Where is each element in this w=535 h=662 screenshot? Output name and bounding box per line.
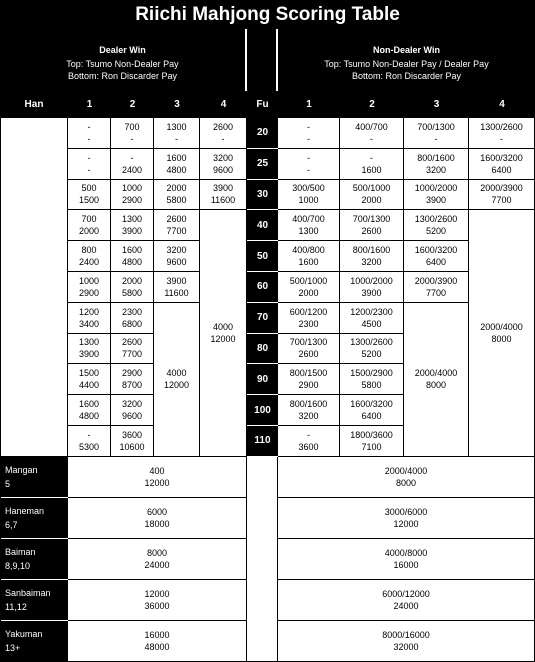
fu-value-30: 30 (247, 180, 278, 211)
dealer-col2-row-11-bottom: 10600 (119, 441, 145, 452)
nondealer-col3-row-6-bottom: 7700 (425, 287, 447, 298)
nondealer-col3-row-2-bottom: 3200 (425, 164, 447, 175)
nondealer-col1-row-4-bottom: 1300 (298, 226, 319, 237)
dealer-col1-row-4 (68, 210, 111, 241)
nondealer-col3-limit-merged (404, 303, 469, 457)
nondealer-col1-row-7-top: 600/1200 (289, 306, 328, 317)
nondealer-col1-row-6-bottom: 2000 (298, 287, 319, 298)
dealer-col1-row-5-bottom: 2400 (78, 257, 100, 268)
nondealer-col1-row-11 (278, 426, 340, 457)
dealer-col3-limit-merged (154, 303, 200, 457)
dealer-col2-row-11-top: 3600 (121, 429, 143, 440)
limit-nondealer-baiman (278, 539, 535, 580)
nondealer-col2-row-3-bottom: 2000 (361, 195, 382, 206)
dealer-col2-row-5 (111, 241, 154, 272)
nondealer-win-title: Non-Dealer Win (373, 45, 440, 55)
dealer-col2-row-8 (111, 334, 154, 365)
fu-value-90: 90 (247, 364, 278, 395)
dealer-col1-row-10-top: 1600 (78, 399, 100, 410)
dealer-col2-row-7 (111, 303, 154, 334)
nondealer-col2-row-2-bottom: 1600 (361, 164, 382, 175)
limit-dealer-yakuman (68, 621, 247, 662)
dealer-col3-row-6 (154, 272, 200, 303)
dealer-col1-row-7 (68, 303, 111, 334)
dealer-col2-row-4-bottom: 3900 (121, 226, 143, 237)
nondealer-col4-row-1-top: 1300/2600 (480, 121, 523, 132)
limit-han: 8,9,10 (5, 560, 31, 571)
dealer-col4-row-1-bottom: - (221, 133, 225, 144)
nondealer-col4-row-3-top: 2000/3900 (480, 183, 523, 194)
dealer-col1-row-7-top: 1200 (78, 306, 100, 317)
limit-dealer-baiman (68, 539, 247, 580)
limit-label-yakuman (0, 621, 68, 662)
nondealer-col2-row-7-top: 1200/2300 (350, 306, 393, 317)
nondealer-col2-row-11-bottom: 7100 (361, 441, 382, 452)
dealer-col2-row-11 (111, 426, 154, 457)
nondealer-col1-row-11-top: - (307, 429, 310, 440)
nondealer-col2-row-5-bottom: 3200 (361, 257, 382, 268)
limit-dealer-yakuman-bottom: 48000 (144, 641, 170, 652)
nondealer-col1-row-9 (278, 364, 340, 395)
col-header-nondealer-4: 4 (469, 91, 535, 118)
nondealer-col3-row-3 (404, 180, 469, 211)
nondealer-col4-row-1 (469, 118, 535, 149)
nondealer-col1-row-6 (278, 272, 340, 303)
dealer-col2-row-10-top: 3200 (121, 399, 143, 410)
nondealer-col1-row-11-bottom: 3600 (298, 441, 319, 452)
limit-dealer-baiman-top: 8000 (146, 547, 168, 558)
dealer-col2-row-4-top: 1300 (121, 214, 143, 225)
nondealer-col2-row-10-bottom: 6400 (361, 411, 382, 422)
nondealer-col4-row-3-bottom: 7700 (491, 195, 512, 206)
fu-value-50: 50 (247, 241, 278, 272)
nondealer-col1-row-8-bottom: 2600 (298, 349, 319, 360)
limit-nondealer-yakuman (278, 621, 535, 662)
nondealer-col2-row-2 (340, 149, 404, 180)
limit-han: 6,7 (5, 519, 18, 530)
nondealer-col1-row-3-bottom: 1000 (298, 195, 319, 206)
dealer-col2-row-7-bottom: 6800 (121, 318, 143, 329)
dealer-col2-row-8-bottom: 7700 (121, 349, 143, 360)
nondealer-col2-row-4 (340, 210, 404, 241)
dealer-col2-row-2 (111, 149, 154, 180)
nondealer-col4-limit-merged (469, 210, 535, 456)
nondealer-col2-row-7-bottom: 4500 (361, 318, 382, 329)
limit-han: 11,12 (5, 601, 27, 612)
limit-nondealer-yakuman-bottom: 32000 (393, 641, 419, 652)
limit-fu-gap (247, 457, 278, 498)
dealer-col2-row-6-top: 2000 (121, 275, 143, 286)
col-header-nondealer-3: 3 (404, 91, 469, 118)
col-header-dealer-3: 3 (154, 91, 200, 118)
nondealer-col1-row-5-top: 400/800 (292, 245, 325, 256)
dealer-col4-row-3-top: 3900 (212, 183, 234, 194)
nondealer-col2-row-4-bottom: 2600 (361, 226, 382, 237)
col-header-dealer-4: 4 (200, 91, 247, 118)
dealer-col4-row-1-top: 2600 (212, 121, 234, 132)
limit-fu-gap (247, 498, 278, 539)
col-header-han: Han (0, 91, 68, 118)
dealer-win-line1: Top: Tsumo Non-Dealer Pay (66, 59, 179, 69)
dealer-col2-row-1 (111, 118, 154, 149)
nondealer-col1-row-10-top: 800/1600 (289, 399, 328, 410)
dealer-col2-row-8-top: 2600 (121, 337, 143, 348)
dealer-col4-row-2 (200, 149, 247, 180)
nondealer-col1-row-7-bottom: 2300 (298, 318, 319, 329)
nondealer-col1-row-9-bottom: 2900 (298, 380, 319, 391)
dealer-col1-row-2-top: - (87, 152, 91, 163)
dealer-col4-row-3 (200, 180, 247, 211)
limit-dealer-baiman-bottom: 24000 (144, 559, 170, 570)
nondealer-col3-row-3-bottom: 3900 (425, 195, 447, 206)
nondealer-col2-row-9-top: 1500/2900 (350, 368, 393, 379)
limit-dealer-haneman-top: 6000 (146, 506, 168, 517)
dealer-col3-row-1-top: 1300 (166, 121, 187, 132)
nondealer-col3-row-6-top: 2000/3900 (414, 275, 458, 286)
limit-dealer-sanbaiman-bottom: 36000 (144, 600, 170, 611)
nondealer-col4-limit-merged-bottom: 8000 (491, 334, 512, 345)
nondealer-col2-row-5-top: 800/1600 (352, 245, 391, 256)
limit-fu-gap (247, 621, 278, 662)
dealer-col1-row-2 (68, 149, 111, 180)
limit-nondealer-haneman-bottom: 12000 (393, 518, 419, 529)
nondealer-col1-row-10-bottom: 3200 (298, 411, 319, 422)
nondealer-col3-row-1-top: 700/1300 (417, 121, 455, 132)
nondealer-col3-row-4-bottom: 5200 (425, 226, 447, 237)
nondealer-col1-row-4-top: 400/700 (292, 214, 325, 225)
nondealer-col3-limit-merged-bottom: 8000 (425, 380, 447, 391)
nondealer-col2-row-2-top: - (370, 152, 373, 163)
nondealer-col2-row-4-top: 700/1300 (352, 214, 391, 225)
nondealer-col3-limit-merged-top: 2000/4000 (414, 368, 458, 379)
nondealer-col3-row-5 (404, 241, 469, 272)
nondealer-col1-row-2-top: - (307, 152, 310, 163)
dealer-col1-row-7-bottom: 3400 (78, 318, 100, 329)
nondealer-col3-row-3-top: 1000/2000 (414, 183, 458, 194)
dealer-col1-row-9 (68, 364, 111, 395)
dealer-col4-row-1 (200, 118, 247, 149)
limit-label-baiman (0, 539, 68, 580)
dealer-col3-row-3 (154, 180, 200, 211)
dealer-col3-row-1 (154, 118, 200, 149)
nondealer-col2-row-11-top: 1800/3600 (350, 429, 393, 440)
dealer-col2-row-10 (111, 395, 154, 426)
dealer-col3-row-1-bottom: - (175, 133, 178, 144)
dealer-col3-row-4 (154, 210, 200, 241)
nondealer-col2-row-3 (340, 180, 404, 211)
limit-nondealer-yakuman-top: 8000/16000 (382, 629, 430, 640)
limit-dealer-mangan-bottom: 12000 (144, 477, 170, 488)
nondealer-col1-row-4 (278, 210, 340, 241)
dealer-col1-row-1-top: - (87, 121, 91, 132)
dealer-col3-row-4-top: 2600 (166, 214, 187, 225)
dealer-col2-row-10-bottom: 9600 (121, 411, 143, 422)
dealer-col3-row-4-bottom: 7700 (166, 226, 187, 237)
limit-nondealer-mangan-bottom: 8000 (395, 477, 417, 488)
nondealer-col2-row-8-top: 1300/2600 (350, 337, 393, 348)
dealer-col1-row-1 (68, 118, 111, 149)
nondealer-col1-row-3 (278, 180, 340, 211)
limit-dealer-haneman (68, 498, 247, 539)
nondealer-win-line2: Bottom: Ron Discarder Pay (351, 71, 462, 81)
dealer-col1-row-8-top: 1300 (78, 337, 100, 348)
dealer-col1-row-2-bottom: - (87, 164, 91, 175)
nondealer-col3-row-1 (404, 118, 469, 149)
nondealer-col2-row-1 (340, 118, 404, 149)
nondealer-col2-row-8 (340, 334, 404, 365)
fu-value-40: 40 (247, 210, 278, 241)
dealer-col2-row-4 (111, 210, 154, 241)
nondealer-col1-row-1-bottom: - (307, 133, 310, 144)
nondealer-col3-row-4-top: 1300/2600 (414, 214, 458, 225)
dealer-col3-row-2-bottom: 4800 (166, 164, 187, 175)
nondealer-col3-row-6 (404, 272, 469, 303)
limit-nondealer-sanbaiman (278, 580, 535, 621)
nondealer-col4-row-3 (469, 180, 535, 211)
dealer-col4-row-2-top: 3200 (212, 152, 234, 163)
dealer-col3-row-5 (154, 241, 200, 272)
dealer-col1-row-3-bottom: 1500 (78, 195, 100, 206)
nondealer-col1-row-5-bottom: 1600 (298, 257, 319, 268)
dealer-win-header (0, 29, 245, 91)
limit-nondealer-sanbaiman-bottom: 24000 (393, 600, 419, 611)
dealer-col1-row-3-top: 500 (81, 183, 97, 194)
dealer-col2-row-5-top: 1600 (121, 245, 143, 256)
nondealer-col2-row-10 (340, 395, 404, 426)
dealer-col3-row-5-bottom: 9600 (166, 257, 187, 268)
dealer-col2-row-9-top: 2900 (121, 368, 143, 379)
limit-nondealer-haneman (278, 498, 535, 539)
dealer-col1-row-11-bottom: 5300 (78, 441, 100, 452)
nondealer-col2-row-9 (340, 364, 404, 395)
limit-dealer-yakuman-top: 16000 (144, 629, 170, 640)
col-header-dealer-1: 1 (68, 91, 111, 118)
dealer-col2-row-3-top: 1000 (121, 183, 143, 194)
limit-nondealer-baiman-bottom: 16000 (393, 559, 419, 570)
dealer-col2-row-7-top: 2300 (121, 306, 143, 317)
nondealer-col1-row-1 (278, 118, 340, 149)
dealer-col1-row-9-top: 1500 (78, 368, 100, 379)
dealer-win-title: Dealer Win (99, 45, 146, 55)
fu-value-60: 60 (247, 272, 278, 303)
dealer-col2-row-1-bottom: - (130, 133, 134, 144)
limit-dealer-haneman-bottom: 18000 (144, 518, 170, 529)
nondealer-col1-row-5 (278, 241, 340, 272)
dealer-col1-row-11 (68, 426, 111, 457)
nondealer-col4-row-2-bottom: 6400 (491, 164, 512, 175)
nondealer-col2-row-10-top: 1600/3200 (350, 399, 393, 410)
han-label-blank (0, 118, 68, 457)
nondealer-col3-row-2-top: 800/1600 (417, 152, 455, 163)
limit-han: 13+ (5, 642, 21, 653)
nondealer-col1-row-8-top: 700/1300 (289, 337, 328, 348)
fu-value-20: 20 (247, 118, 278, 149)
limit-name: Mangan (5, 464, 38, 475)
nondealer-col2-row-1-top: 400/700 (355, 121, 388, 132)
nondealer-col2-row-6-top: 1000/2000 (350, 275, 393, 286)
dealer-col2-row-3-bottom: 2900 (121, 195, 143, 206)
nondealer-col1-row-1-top: - (307, 121, 310, 132)
limit-nondealer-sanbaiman-top: 6000/12000 (382, 588, 430, 599)
nondealer-col2-row-1-bottom: - (370, 133, 373, 144)
dealer-col1-row-5-top: 800 (81, 245, 97, 256)
limit-nondealer-mangan-top: 2000/4000 (384, 465, 428, 476)
limit-nondealer-haneman-top: 3000/6000 (384, 506, 428, 517)
dealer-col4-limit-merged (200, 210, 247, 456)
nondealer-col3-row-1-bottom: - (434, 133, 438, 144)
fu-value-80: 80 (247, 334, 278, 365)
dealer-col1-row-6 (68, 272, 111, 303)
nondealer-col3-row-5-top: 1600/3200 (414, 245, 458, 256)
nondealer-col1-row-7 (278, 303, 340, 334)
nondealer-col3-row-4 (404, 210, 469, 241)
nondealer-col2-row-5 (340, 241, 404, 272)
dealer-col1-row-5 (68, 241, 111, 272)
nondealer-col1-row-2-bottom: - (307, 164, 310, 175)
dealer-col1-row-10 (68, 395, 111, 426)
dealer-col4-limit-merged-top: 4000 (212, 322, 234, 333)
nondealer-col2-row-3-top: 500/1000 (352, 183, 391, 194)
dealer-win-line2: Bottom: Ron Discarder Pay (67, 71, 178, 81)
nondealer-col4-row-1-bottom: - (500, 133, 503, 144)
dealer-col1-row-10-bottom: 4800 (78, 411, 100, 422)
dealer-col2-row-2-bottom: 2400 (121, 164, 143, 175)
dealer-col1-row-3 (68, 180, 111, 211)
dealer-col2-row-1-top: 700 (124, 121, 140, 132)
dealer-col2-row-3 (111, 180, 154, 211)
nondealer-col3-row-5-bottom: 6400 (425, 257, 447, 268)
dealer-col2-row-2-top: - (130, 152, 134, 163)
dealer-col4-row-3-bottom: 11600 (210, 195, 236, 206)
limit-nondealer-mangan (278, 457, 535, 498)
limit-name: Sanbaiman (5, 587, 51, 598)
dealer-col2-row-9 (111, 364, 154, 395)
fu-value-100: 100 (247, 395, 278, 426)
dealer-col1-row-11-top: - (87, 429, 91, 440)
limit-name: Haneman (5, 505, 45, 516)
nondealer-col2-row-11 (340, 426, 404, 457)
limit-han: 5 (5, 478, 11, 489)
dealer-col3-row-2 (154, 149, 200, 180)
dealer-col3-row-6-top: 3900 (166, 275, 187, 286)
dealer-col1-row-8 (68, 334, 111, 365)
nondealer-col2-row-6 (340, 272, 404, 303)
nondealer-col4-limit-merged-top: 2000/4000 (480, 322, 523, 333)
col-header-nondealer-1: 1 (278, 91, 340, 118)
dealer-col1-row-9-bottom: 4400 (78, 380, 100, 391)
limit-label-haneman (0, 498, 68, 539)
nondealer-col2-row-9-bottom: 5800 (361, 380, 382, 391)
dealer-col3-row-3-top: 2000 (166, 183, 187, 194)
limit-name: Yakuman (5, 628, 43, 639)
dealer-col4-limit-merged-bottom: 12000 (210, 334, 236, 345)
nondealer-col1-row-3-top: 300/500 (292, 183, 325, 194)
dealer-col1-row-1-bottom: - (87, 133, 91, 144)
limit-fu-gap (247, 580, 278, 621)
dealer-col4-row-2-bottom: 9600 (212, 164, 234, 175)
dealer-col2-row-9-bottom: 8700 (121, 380, 143, 391)
dealer-col1-row-4-bottom: 2000 (78, 226, 100, 237)
nondealer-col3-row-2 (404, 149, 469, 180)
limit-dealer-sanbaiman-top: 12000 (144, 588, 170, 599)
dealer-col3-limit-merged-bottom: 12000 (163, 380, 190, 391)
nondealer-col1-row-8 (278, 334, 340, 365)
nondealer-col4-row-2 (469, 149, 535, 180)
limit-label-mangan (0, 457, 68, 498)
limit-dealer-sanbaiman (68, 580, 247, 621)
page-title: Riichi Mahjong Scoring Table (0, 0, 535, 29)
fu-value-70: 70 (247, 303, 278, 334)
dealer-col2-row-5-bottom: 4800 (121, 257, 143, 268)
dealer-col1-row-6-top: 1000 (78, 275, 100, 286)
col-header-fu: Fu (247, 91, 278, 118)
nondealer-col1-row-2 (278, 149, 340, 180)
nondealer-col2-row-6-bottom: 3900 (361, 287, 382, 298)
dealer-col3-row-5-top: 3200 (166, 245, 187, 256)
nondealer-col1-row-9-top: 800/1500 (289, 368, 328, 379)
limit-nondealer-baiman-top: 4000/8000 (384, 547, 428, 558)
nondealer-col4-row-2-top: 1600/3200 (480, 152, 523, 163)
col-header-dealer-2: 2 (111, 91, 154, 118)
fu-value-25: 25 (247, 149, 278, 180)
fu-value-110: 110 (247, 426, 278, 457)
col-header-nondealer-2: 2 (340, 91, 404, 118)
limit-label-sanbaiman (0, 580, 68, 621)
limit-dealer-mangan-top: 400 (149, 465, 165, 476)
dealer-col3-row-3-bottom: 5800 (166, 195, 187, 206)
limit-fu-gap (247, 539, 278, 580)
fu-header-spacer (247, 29, 276, 91)
nondealer-win-line1: Top: Tsumo Non-Dealer Pay / Dealer Pay (324, 59, 489, 69)
nondealer-col1-row-6-top: 500/1000 (289, 275, 328, 286)
dealer-col3-row-6-bottom: 11600 (164, 287, 189, 298)
dealer-col1-row-4-top: 700 (81, 214, 97, 225)
dealer-col2-row-6 (111, 272, 154, 303)
dealer-col2-row-6-bottom: 5800 (121, 287, 143, 298)
nondealer-win-header (278, 29, 535, 91)
dealer-col1-row-8-bottom: 3900 (78, 349, 100, 360)
dealer-col1-row-6-bottom: 2900 (78, 287, 100, 298)
dealer-col3-limit-merged-top: 4000 (166, 368, 187, 379)
limit-name: Baiman (5, 546, 36, 557)
nondealer-col1-row-10 (278, 395, 340, 426)
nondealer-col2-row-8-bottom: 5200 (361, 349, 382, 360)
dealer-col3-row-2-top: 1600 (166, 152, 187, 163)
nondealer-col2-row-7 (340, 303, 404, 334)
limit-dealer-mangan (68, 457, 247, 498)
